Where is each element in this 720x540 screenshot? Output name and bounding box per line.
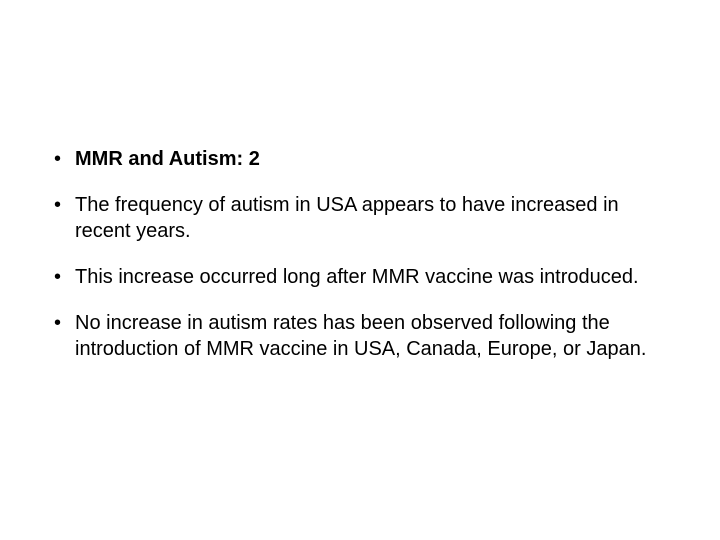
bullet-icon: •	[54, 194, 62, 216]
bullet-text: This increase occurred long after MMR vaccine was introduced.	[75, 266, 639, 288]
bullet-item-no-increase	[54, 310, 654, 362]
bullet-icon: •	[54, 148, 62, 170]
bullet-icon: •	[54, 312, 62, 334]
bullet-text: The frequency of autism in USA appears to have increased in recent years.	[75, 194, 619, 242]
bullet-item-increase	[54, 264, 654, 290]
bullet-icon: •	[54, 266, 62, 288]
bullet-item-title	[54, 146, 654, 172]
bullet-text: No increase in autism rates has been observed following the introduction of MMR vaccine in USA, Canada, Europe, or Japan.	[75, 312, 647, 360]
slide-heading: MMR and Autism: 2	[75, 148, 260, 170]
bullet-item-frequency	[54, 192, 654, 244]
bullet-list	[54, 146, 654, 382]
